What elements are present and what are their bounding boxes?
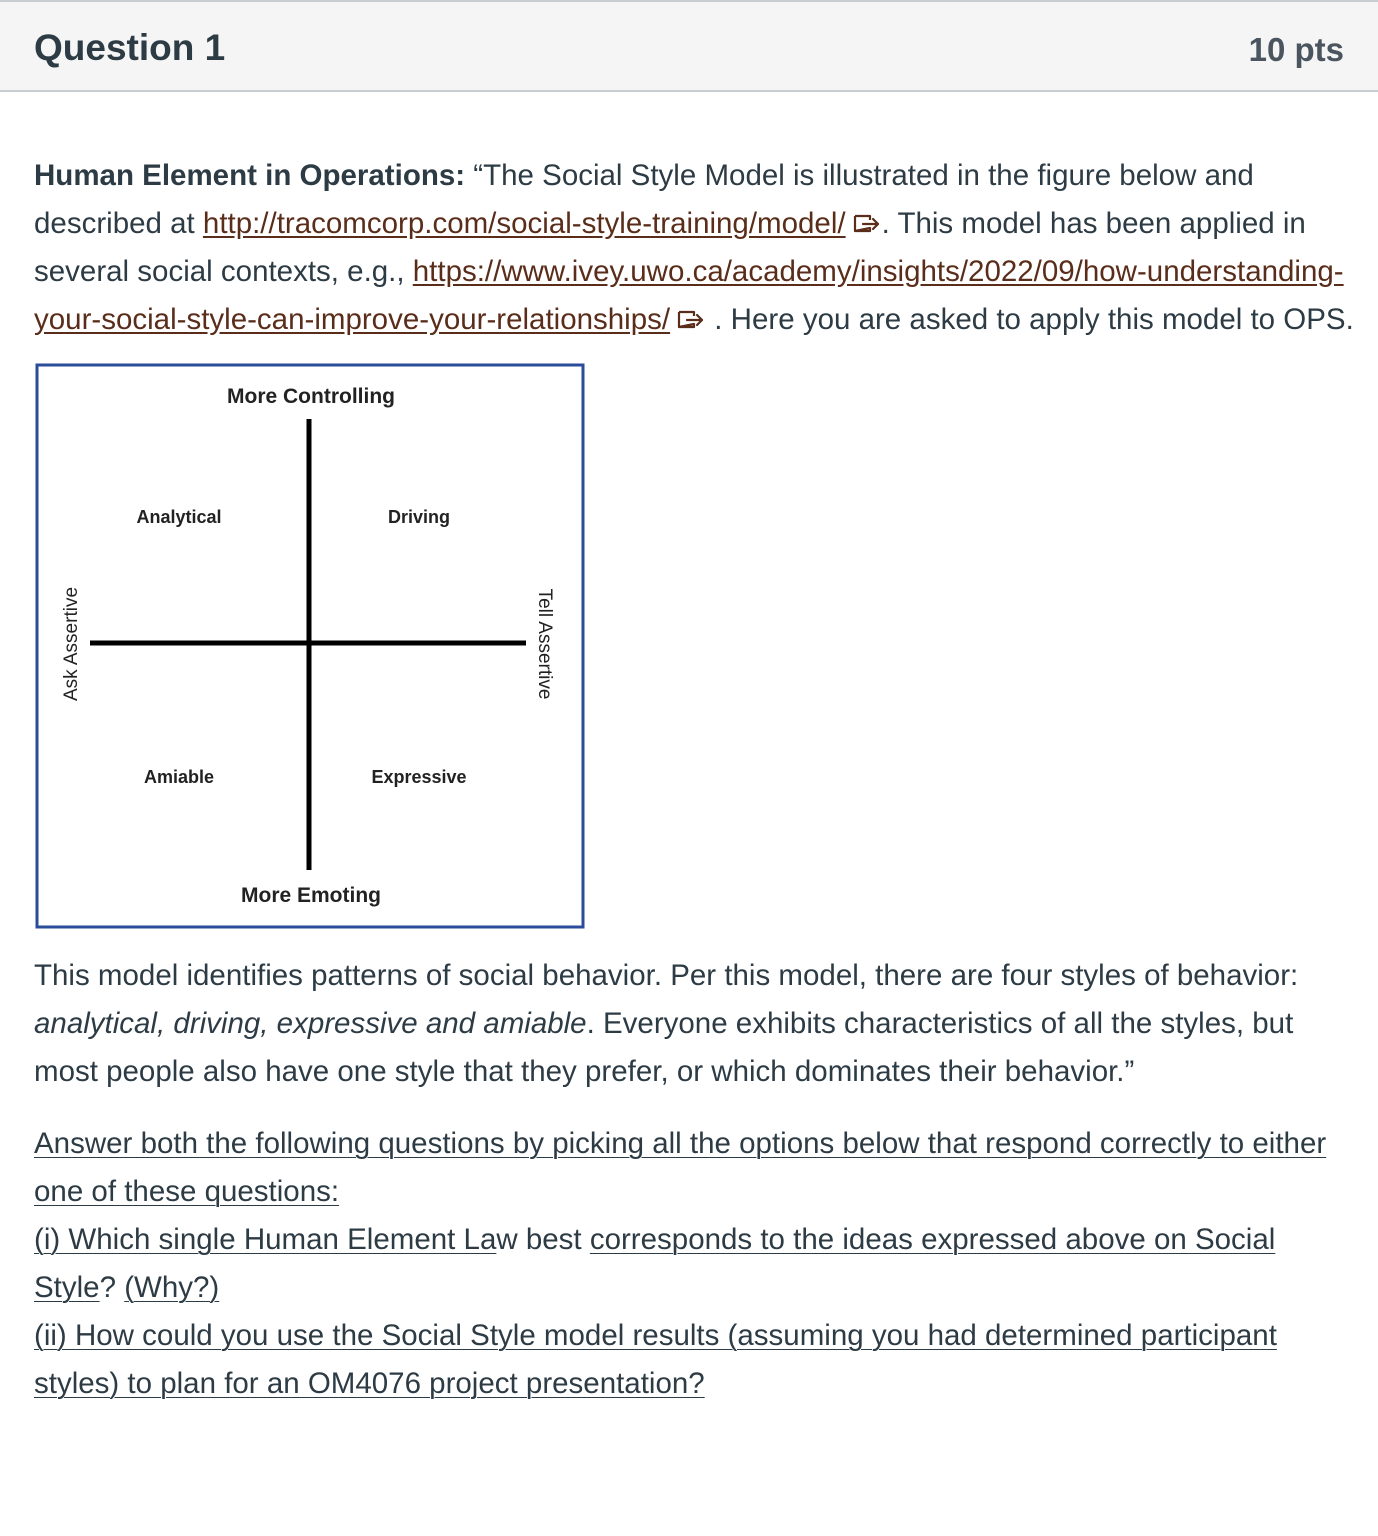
styles-italic: analytical, driving, expressive and amiable [34, 1007, 587, 1040]
quadrant-driving: Driving [387, 507, 451, 527]
question-i-part-b: w best [496, 1223, 590, 1256]
question-i-part-d: ? [99, 1271, 125, 1304]
question-points: 10 pts [1248, 31, 1344, 68]
intro-text-1: “The Social Style Model is illustrated in the figure below and described at [34, 159, 1254, 240]
question-ii: (ii) How could you use the Social Style model results (assuming you had determined participant styles) to plan for an OM4076 project presentation? [34, 1319, 1277, 1400]
questions-block [34, 1120, 1354, 1408]
question-i-part-a: (i) Which single Human Element La [34, 1223, 497, 1256]
right-axis-label: Tell Assertive [534, 588, 555, 700]
tracom-link[interactable]: http://tracomcorp.com/social-style-training/model/ [202, 207, 846, 240]
bottom-axis-label: More Emoting [241, 884, 381, 907]
external-link-icon[interactable] [676, 306, 706, 332]
quadrant-expressive: Expressive [371, 767, 467, 787]
question-header [0, 0, 1378, 92]
quadrant-amiable: Amiable [143, 767, 215, 787]
styles-text-1: This model identifies patterns of social behavior. Per this model, there are four styles of behavior: [34, 959, 1299, 992]
styles-text-2: . Everyone exhibits characteristics of all the styles, but most people also have one style that they prefer, or which dominates their behavior.” [34, 1007, 1294, 1088]
ivey-link[interactable]: https://www.ivey.uwo.ca/academy/insights/2022/09/how-understanding-your-social-style-can-improve-your-relationships/ [34, 255, 1344, 336]
top-axis-label: More Controlling [227, 385, 395, 408]
intro-text-2: . This model has been applied in several social contexts, e.g., [34, 207, 1306, 288]
social-style-figure [34, 362, 586, 930]
quadrant-analytical: Analytical [136, 507, 222, 527]
external-link-icon[interactable] [852, 210, 882, 236]
question-i-why: (Why?) [124, 1271, 220, 1304]
social-style-diagram [34, 362, 586, 930]
question-body [34, 152, 1354, 1408]
intro-bold-lead: Human Element in Operations: [34, 159, 466, 192]
question-instruction: Answer both the following questions by picking all the options below that respond correctly to either one of these questions: [34, 1127, 1327, 1208]
question-i-part-c: corresponds to the ideas expressed above on Social Style [34, 1223, 1276, 1304]
styles-paragraph [34, 952, 1354, 1096]
intro-paragraph [34, 152, 1354, 344]
question-title: Question 1 [34, 27, 226, 68]
left-axis-label: Ask Assertive [61, 586, 82, 702]
intro-text-3: . Here you are asked to apply this model to OPS. [706, 303, 1354, 336]
